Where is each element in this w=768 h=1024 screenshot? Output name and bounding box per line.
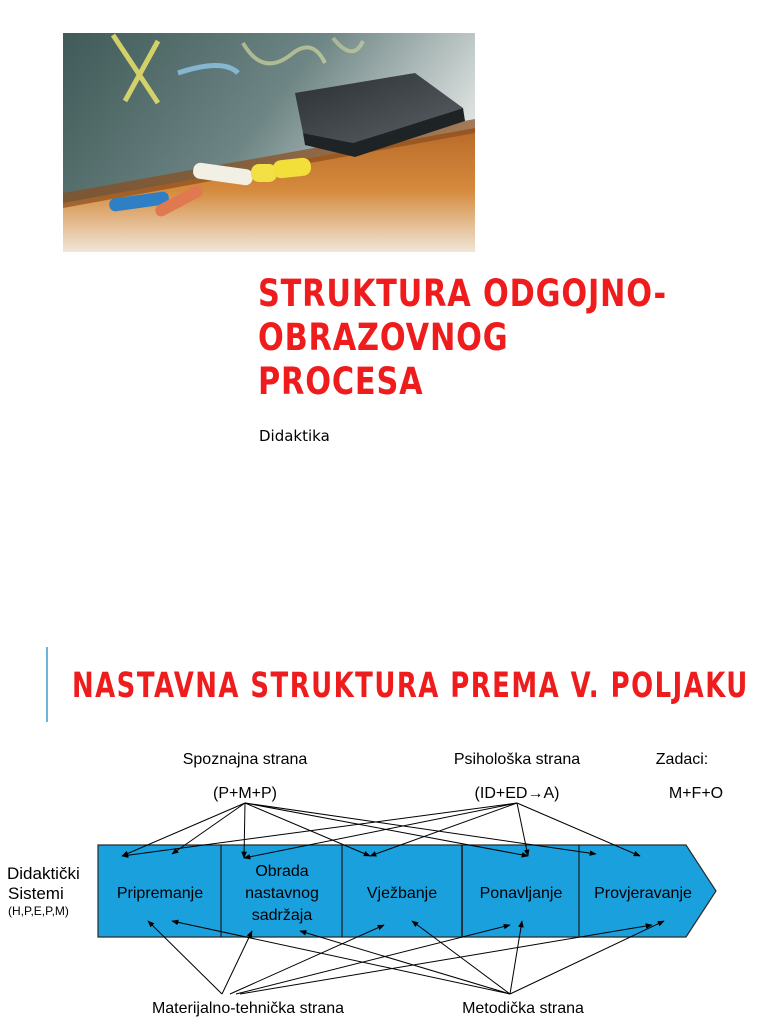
structure-diagram	[0, 600, 768, 1024]
psiholoska-formula: (ID+ED→A)	[474, 785, 560, 802]
zadaci-label: Zadaci:	[655, 751, 709, 768]
stage-obrada-line-2: nastavnog	[245, 885, 319, 902]
zadaci-formula: M+F+O	[668, 785, 724, 802]
stage-vjezbanje: Vježbanje	[366, 885, 438, 902]
subtitle: Didaktika	[259, 427, 330, 445]
chalkboard-photo	[63, 33, 475, 252]
title-line-2: OBRAZOVNOG PROCESA	[258, 316, 509, 403]
slide-title: NASTAVNA STRUKTURA PREMA V. POLJAKU	[72, 666, 749, 706]
title-line-1: STRUKTURA ODGOJNO-	[258, 272, 667, 315]
metodicka-label: Metodička strana	[462, 1000, 584, 1017]
psiholoska-label: Psihološka strana	[453, 751, 581, 768]
stage-provjeravanje: Provjeravanje	[594, 885, 692, 902]
title	[258, 272, 668, 404]
spoznajna-formula: (P+M+P)	[212, 785, 278, 802]
sistemi-label: Sistemi	[8, 884, 64, 903]
didakticki-label: Didaktički	[7, 864, 80, 883]
sistemi-codes: (H,P,E,P,M)	[8, 904, 69, 918]
materijalno-label: Materijalno-tehnička strana	[151, 1000, 345, 1017]
stage-obrada-line-1: Obrada	[255, 863, 309, 880]
stage-pripremanje: Pripremanje	[116, 885, 204, 902]
stage-obrada-line-3: sadržaja	[251, 907, 313, 924]
slide-2	[0, 600, 768, 1024]
stage-ponavljanje: Ponavljanje	[479, 885, 563, 902]
spoznajna-label: Spoznajna strana	[182, 751, 308, 768]
